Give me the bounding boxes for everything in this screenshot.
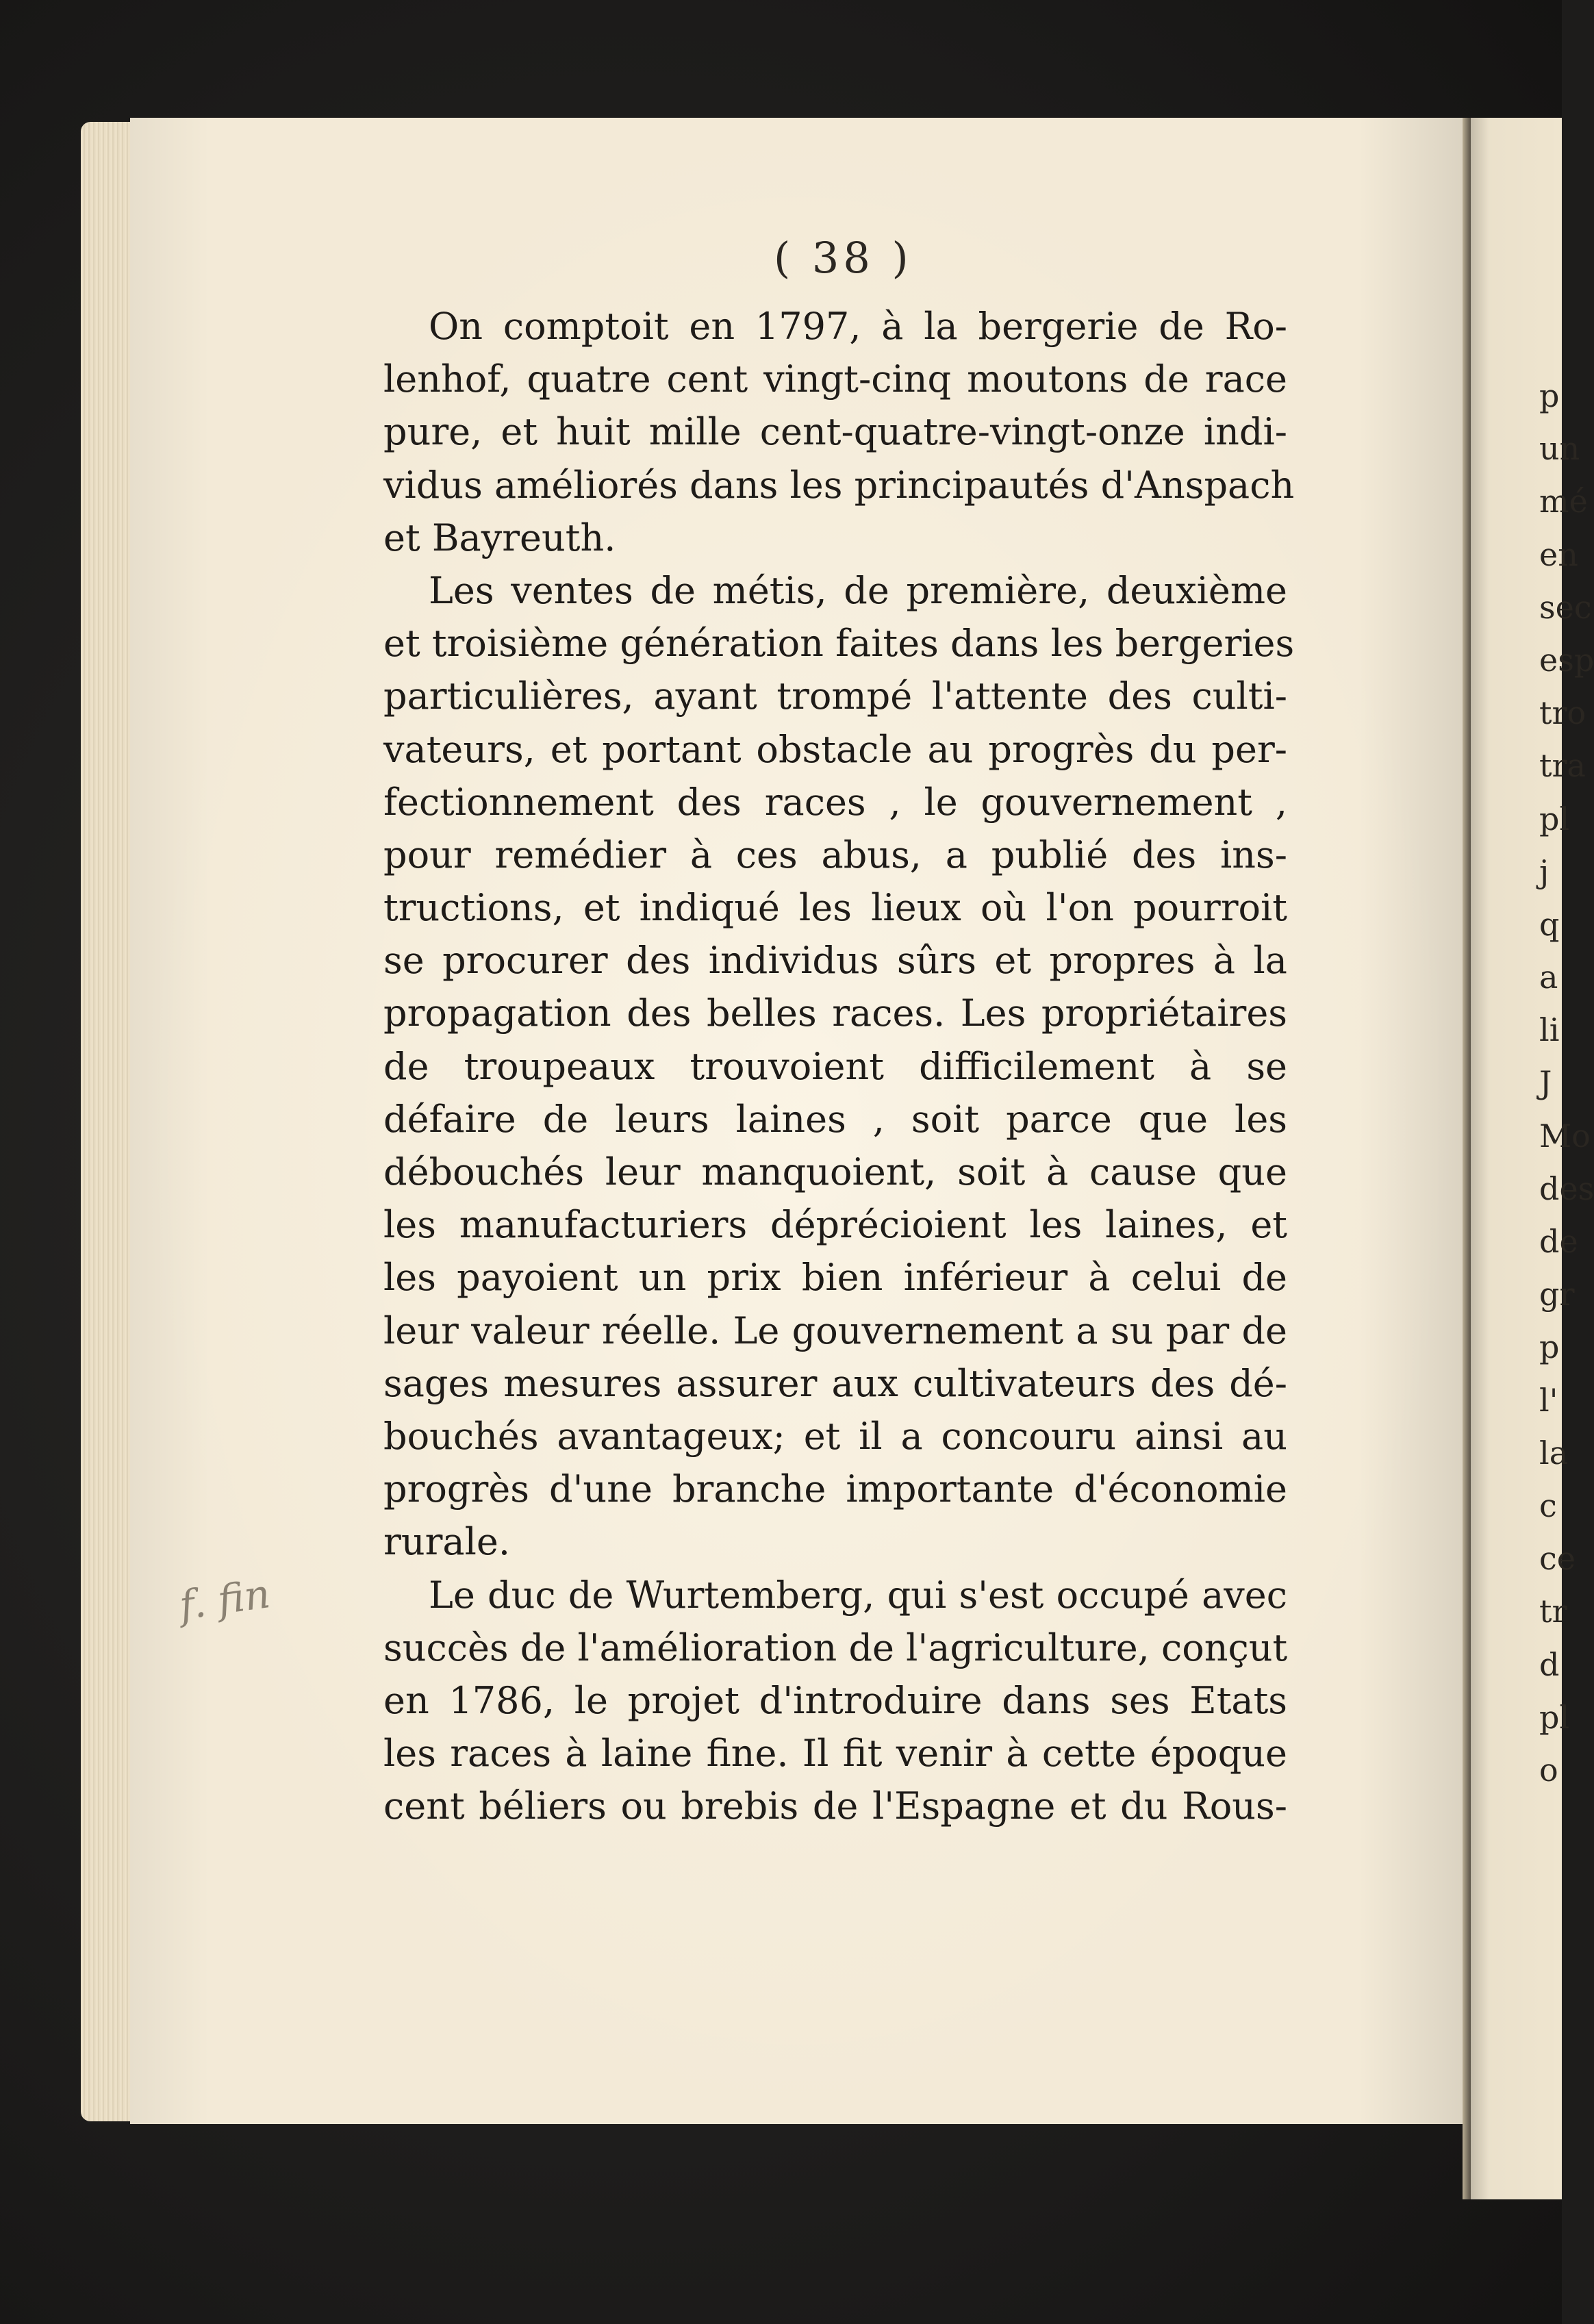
text-line: les races à laine fine. Il fit venir à cette époque (383, 1732, 1287, 1776)
text-line: les manufacturiers déprécioient les laines, et (383, 1203, 1287, 1247)
facing-page-fragment: tra (1539, 747, 1586, 785)
facing-page-fragment: p (1539, 1328, 1560, 1366)
handwritten-margin-note: f. fin (176, 1570, 273, 1629)
text-line: particulières, ayant trompé l'attente des culti- (383, 674, 1287, 718)
facing-page-fragment: en (1539, 535, 1578, 573)
facing-page-fragment: d (1539, 1645, 1560, 1683)
facing-page-fragment: l' (1539, 1381, 1558, 1419)
text-line: cent béliers ou brebis de l'Espagne et du Rous- (383, 1784, 1287, 1828)
text-line: sages mesures assurer aux cultivateurs des dé- (383, 1361, 1287, 1405)
facing-page-fragment: o (1539, 1751, 1558, 1789)
facing-page-fragment: p (1539, 377, 1560, 414)
text-line: vidus améliorés dans les principautés d'Anspach (383, 463, 1295, 507)
body-text (383, 300, 1295, 1832)
facing-page-fragment: q (1539, 905, 1560, 943)
facing-page-fragment: li (1539, 1011, 1560, 1049)
text-line: Les ventes de métis, de première, deuxième (429, 568, 1287, 612)
text-line: vateurs, et portant obstacle au progrès du per- (383, 727, 1287, 771)
facing-page-fragment: tro (1539, 694, 1586, 732)
facing-page-fragment: J (1539, 1064, 1552, 1102)
text-line: de troupeaux trouvoient difficilement à se (383, 1044, 1287, 1088)
text-line: les payoient un prix bien inférieur à celui de (383, 1256, 1287, 1300)
text-line: débouchés leur manquoient, soit à cause que (383, 1150, 1287, 1193)
page-number: ( 38 ) (774, 233, 913, 283)
facing-page-fragment: Mo (1539, 1117, 1591, 1154)
facing-page-text (1539, 370, 1594, 1797)
facing-page-fragment: mé (1539, 483, 1588, 520)
text-line: pour remédier à ces abus, a publié des ins- (383, 833, 1287, 876)
facing-page-fragment: de (1539, 1223, 1578, 1260)
facing-page-fragment: gr (1539, 1276, 1575, 1313)
facing-page-fragment: pl (1539, 1698, 1570, 1736)
text-line: rurale. (383, 1520, 510, 1564)
facing-page-fragment: pl (1539, 800, 1570, 837)
text-line: se procurer des individus sûrs et propres à la (383, 939, 1287, 983)
text-line: tructions, et indiqué les lieux où l'on pourroit (383, 886, 1287, 930)
facing-page-fragment: a (1539, 959, 1558, 996)
text-line: progrès d'une branche importante d'économie (383, 1467, 1287, 1511)
text-line: et Bayreuth. (383, 516, 616, 559)
facing-page-fragment: sec (1539, 588, 1592, 626)
facing-page-fragment: j (1539, 852, 1549, 890)
facing-page-fragment: un (1539, 430, 1580, 468)
facing-page-fragment: tr (1539, 1593, 1567, 1630)
text-line: et troisième génération faites dans les bergeries (383, 622, 1295, 666)
text-line: fectionnement des races , le gouvernement , (383, 780, 1287, 824)
text-line: Le duc de Wurtemberg, qui s'est occupé avec (429, 1573, 1287, 1617)
text-line: défaire de leurs laines , soit parce que les (383, 1097, 1287, 1141)
text-line: bouchés avantageux; et il a concouru ainsi au (383, 1414, 1287, 1458)
text-line: leur valeur réelle. Le gouvernement a su par de (383, 1309, 1287, 1352)
facing-page-fragment: la (1539, 1434, 1569, 1472)
facing-page-fragment: ce (1539, 1540, 1576, 1578)
text-line: lenhof, quatre cent vingt-cinq moutons de race (383, 357, 1287, 401)
text-line: en 1786, le projet d'introduire dans ses Etats (383, 1678, 1287, 1722)
facing-page-fragment: des (1539, 1170, 1594, 1207)
text-line: succès de l'amélioration de l'agriculture, conçut (383, 1626, 1288, 1669)
facing-page-fragment: esp (1539, 641, 1594, 679)
text-line: propagation des belles races. Les propriétaires (383, 992, 1287, 1035)
facing-page-fragment: c (1539, 1487, 1557, 1524)
text-line: On comptoit en 1797, à la bergerie de Ro- (429, 305, 1287, 348)
text-line: pure, et huit mille cent-quatre-vingt-onze indi- (383, 410, 1287, 454)
